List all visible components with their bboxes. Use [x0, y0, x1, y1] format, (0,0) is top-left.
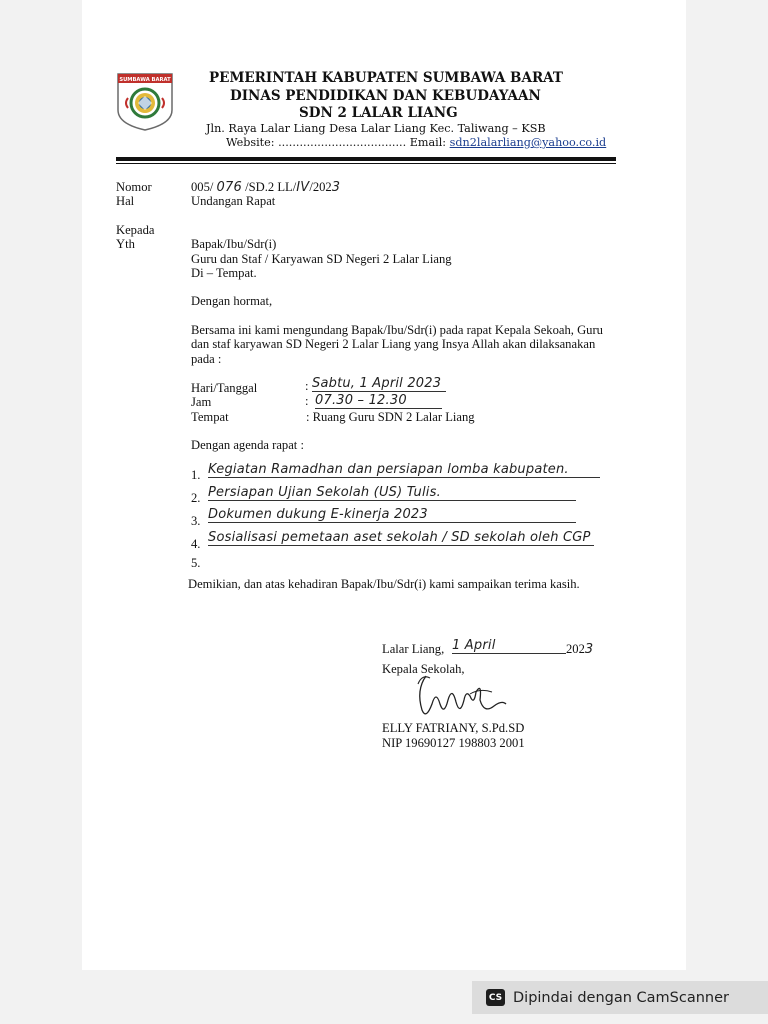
recipient-line-2: Guru dan Staf / Karyawan SD Negeri 2 Lalar Liang: [191, 252, 452, 266]
logo-banner-text: SUMBAWA BARAT: [119, 77, 171, 83]
jam-label: Jam: [191, 395, 212, 409]
recipient-line-3: Di – Tempat.: [191, 266, 257, 280]
signature-place: Lalar Liang,: [382, 642, 445, 656]
nomor-label: Nomor: [116, 180, 152, 194]
header-line-1: PEMERINTAH KABUPATEN SUMBAWA BARAT: [209, 70, 563, 86]
signature-year-prefix: 202: [566, 642, 585, 656]
agenda-num-4: 4.: [191, 537, 201, 551]
hal-value: Undangan Rapat: [191, 194, 276, 208]
jam-colon: :: [305, 394, 309, 408]
agenda-item-2: Persiapan Ujian Sekolah (US) Tulis.: [208, 485, 576, 501]
header-address: Jln. Raya Lalar Liang Desa Lalar Liang Kec. Taliwang – KSB: [206, 122, 546, 135]
hari-label: Hari/Tanggal: [191, 381, 258, 395]
signature-year-handwritten: 3: [584, 642, 594, 657]
nomor-year: /202: [309, 180, 332, 194]
recipient-line-1: Bapak/Ibu/Sdr(i): [191, 237, 277, 251]
header-line-2: DINAS PENDIDIKAN DAN KEBUDAYAAN: [230, 88, 541, 104]
header-line-3: SDN 2 LALAR LIANG: [299, 105, 458, 121]
camscanner-watermark: [472, 981, 768, 1014]
signatory-name: ELLY FATRIANY, S.Pd.SD: [382, 721, 525, 735]
agenda-item-4: Sosialisasi pemetaan aset sekolah / SD sekolah oleh CGP: [208, 530, 594, 546]
paragraph-line-3: pada :: [191, 352, 222, 366]
header-rule-thick: [116, 157, 616, 161]
nomor-mid: /SD.2 LL/: [245, 180, 297, 194]
signature-date: 1 April: [452, 638, 566, 654]
tempat-value: : Ruang Guru SDN 2 Lalar Liang: [306, 410, 475, 424]
header-rule-thin: [116, 163, 616, 164]
hari-value: Sabtu, 1 April 2023: [312, 376, 446, 392]
nomor-month-handwritten: IV: [296, 180, 310, 195]
header-contact: [226, 136, 606, 149]
agenda-num-2: 2.: [191, 491, 201, 505]
jam-value: 07.30 – 12.30: [315, 393, 442, 409]
nomor-handwritten: 076: [216, 180, 242, 195]
regency-logo: [114, 70, 176, 137]
agenda-item-3: Dokumen dukung E-kinerja 2023: [208, 507, 576, 523]
tempat-label: Tempat: [191, 410, 229, 424]
signatory-nip: NIP 19690127 198803 2001: [382, 736, 525, 750]
yth-label: Yth: [116, 237, 135, 251]
agenda-num-3: 3.: [191, 514, 201, 528]
agenda-num-5: 5.: [191, 556, 201, 570]
paragraph-line-1: Bersama ini kami mengundang Bapak/Ibu/Sdr(i) pada rapat Kepala Sekoah, Guru: [191, 323, 603, 337]
agenda-num-1: 1.: [191, 468, 201, 482]
camscanner-label: Dipindai dengan CamScanner: [513, 989, 730, 1006]
closing-text: Demikian, dan atas kehadiran Bapak/Ibu/Sdr(i) kami sampaikan terima kasih.: [188, 577, 580, 591]
kepada-label: Kepada: [116, 223, 155, 237]
signature-position: Kepala Sekolah,: [382, 662, 465, 676]
website-label: Website: .................................... Email:: [226, 136, 447, 149]
paragraph-line-2: dan staf karyawan SD Negeri 2 Lalar Liang yang Insya Allah akan dilaksanakan: [191, 337, 596, 351]
agenda-title: Dengan agenda rapat :: [191, 438, 304, 452]
hari-colon: :: [305, 379, 309, 393]
email-link[interactable]: sdn2lalarliang@yahoo.co.id: [449, 136, 607, 149]
camscanner-icon: CS: [486, 989, 505, 1006]
hal-label: Hal: [116, 194, 135, 208]
nomor-year-handwritten: 3: [331, 180, 341, 195]
agenda-item-1: Kegiatan Ramadhan dan persiapan lomba kabupaten.: [208, 462, 600, 478]
greeting: Dengan hormat,: [191, 294, 273, 308]
nomor-value: [191, 180, 340, 195]
signature-year: [566, 642, 593, 657]
nomor-prefix: 005/: [191, 180, 214, 194]
